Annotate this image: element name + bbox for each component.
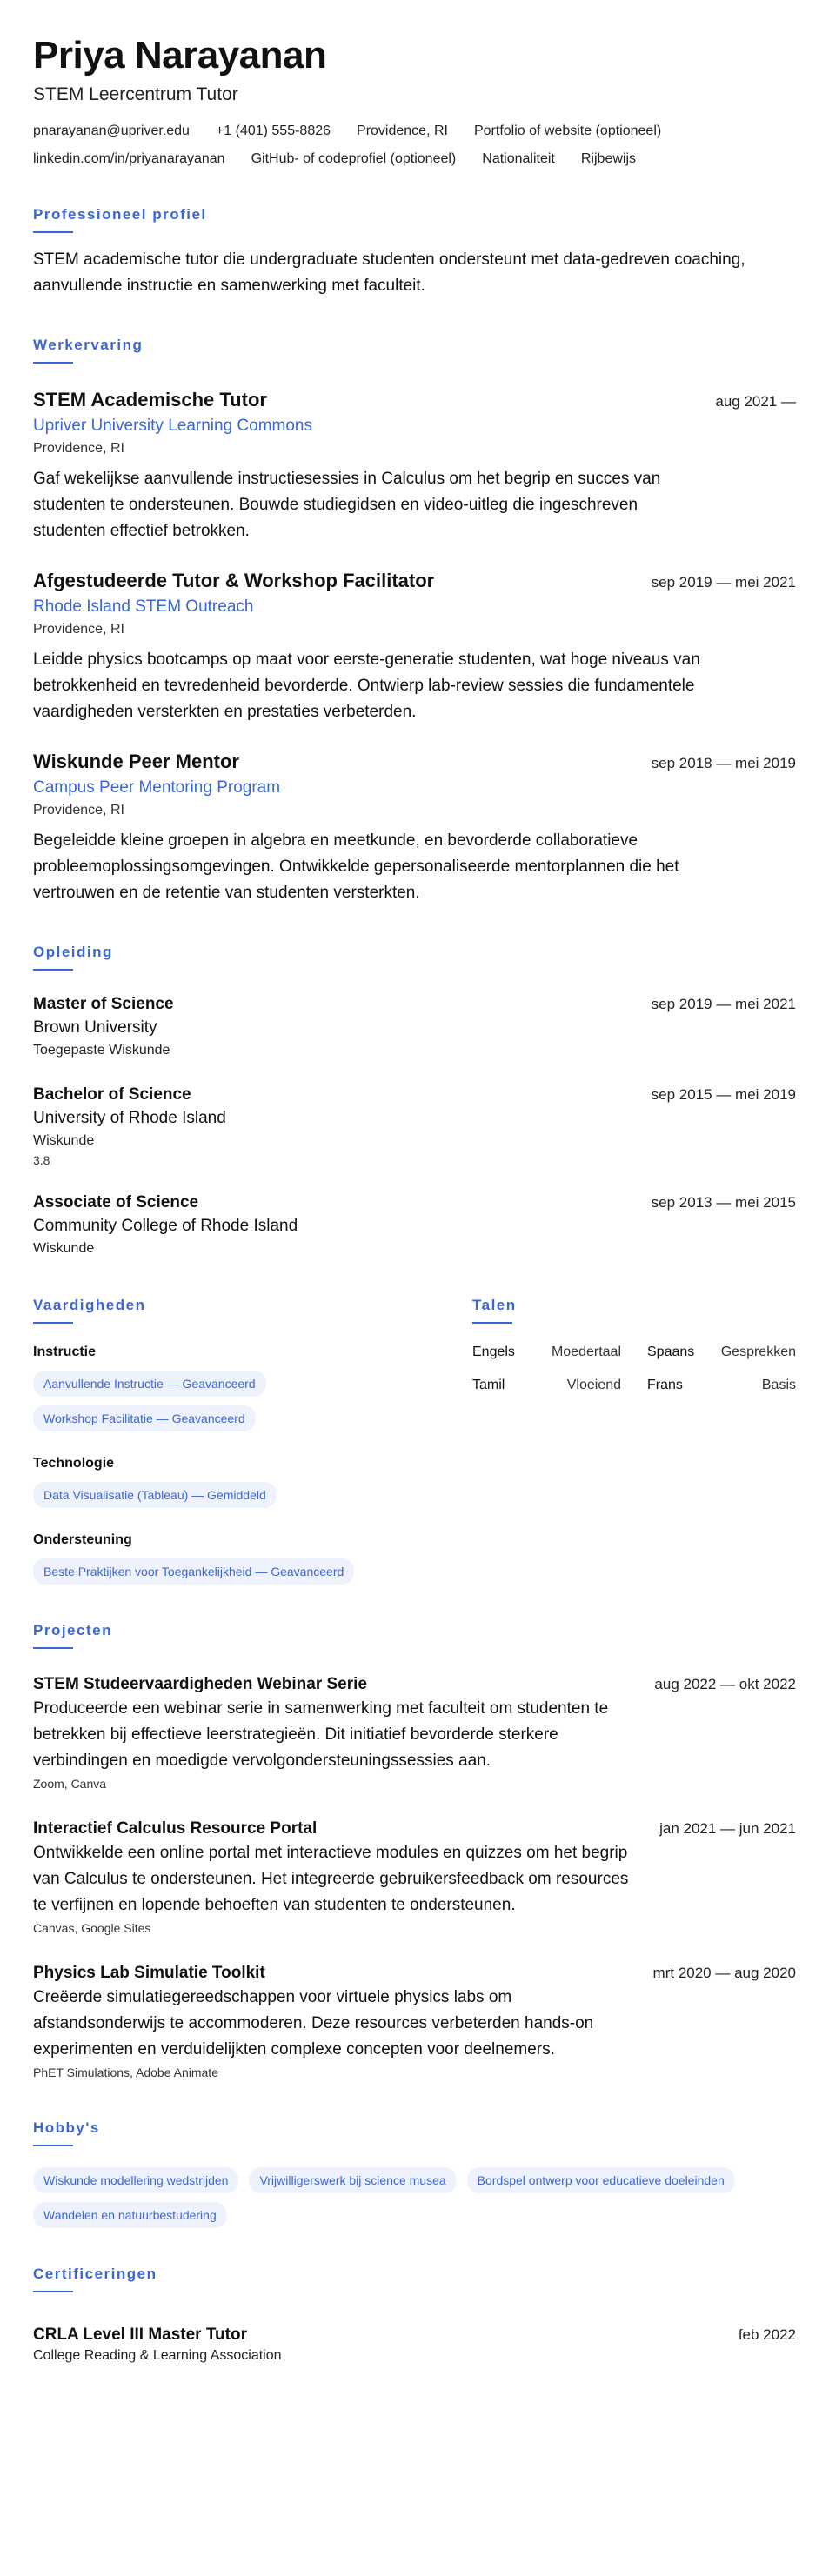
skills-languages-row <box>33 1259 796 1585</box>
degree-date: sep 2019 — mei 2021 <box>651 996 796 1012</box>
job-title: STEM Academische Tutor <box>33 389 267 410</box>
language-item <box>647 1376 796 1395</box>
section-divider <box>472 1322 512 1324</box>
project-date: aug 2022 — okt 2022 <box>654 1676 796 1692</box>
job-date: sep 2019 — mei 2021 <box>651 574 796 591</box>
section-title-hobbies: Hobby's <box>33 2119 100 2136</box>
projects-section <box>33 1621 796 2082</box>
job-description: Begeleidde kleine groepen in algebra en meetkunde, en bevorderde collaboratieve probleemoplossingsomgevingen. Ontwikkelde gepersonaliseerde mentorplannen die het vertrouwen en de retentie van studenten versterkten. <box>33 831 679 902</box>
hobbies-section <box>33 2119 796 2228</box>
job-organization: Upriver University Learning Commons <box>33 417 312 435</box>
language-list <box>472 1343 796 1395</box>
skill-category: Instructie <box>33 1345 97 1359</box>
skill-pill: Aanvullende Instructie — Geavanceerd <box>33 1371 266 1397</box>
language-item <box>647 1343 796 1362</box>
skill-category: Technologie <box>33 1456 115 1471</box>
contact-portfolio[interactable]: Portfolio of website (optioneel) <box>473 123 662 138</box>
degree-field: Wiskunde <box>33 1133 95 1148</box>
job-location: Providence, RI <box>33 441 124 456</box>
profile-summary: STEM academische tutor die undergraduate studenten ondersteunt met data-gedreven coaching, aanvullende instructie en samenwerking met faculteit. <box>33 250 745 295</box>
job-title: Wiskunde Peer Mentor <box>33 751 239 772</box>
experience-entry <box>33 388 796 544</box>
language-name: Spaans <box>647 1345 695 1359</box>
contact-nationality: Nationaliteit <box>482 151 555 166</box>
certification-title: CRLA Level III Master Tutor <box>33 2326 247 2344</box>
school-name: University of Rhode Island <box>33 1109 226 1127</box>
degree-gpa: 3.8 <box>33 1153 50 1167</box>
language-level: Vloeiend <box>566 1378 621 1392</box>
job-date: aug 2021 — <box>715 393 796 410</box>
language-level: Gesprekken <box>720 1345 796 1359</box>
certification-issuer: College Reading & Learning Association <box>33 2348 282 2363</box>
profile-section <box>33 205 796 299</box>
certifications-section <box>33 2265 796 2366</box>
section-title-experience: Werkervaring <box>33 337 144 353</box>
section-divider <box>33 2291 73 2292</box>
degree-field: Toegepaste Wiskunde <box>33 1043 170 1058</box>
section-divider <box>33 2145 73 2146</box>
hobby-pill-list <box>33 2167 796 2228</box>
degree-date: sep 2015 — mei 2019 <box>651 1086 796 1103</box>
job-location: Providence, RI <box>33 803 124 818</box>
contact-phone[interactable]: +1 (401) 555-8826 <box>215 123 331 138</box>
language-name: Frans <box>647 1378 683 1392</box>
project-tools: Zoom, Canva <box>33 1777 107 1791</box>
degree-title: Master of Science <box>33 995 174 1013</box>
project-description: Ontwikkelde een online portal met interactieve modules en quizzes om het begrip van Calculus te ondersteunen. Het integreerde gebruikersfeedback om resources te verfijnen en lopende behoeften van studenten te ondersteunen. <box>33 1844 629 1914</box>
skills-section <box>33 1259 438 1585</box>
section-divider <box>33 1647 73 1649</box>
section-divider <box>33 1322 73 1324</box>
skill-pill-list <box>33 1482 438 1508</box>
candidate-role: STEM Leercentrum Tutor <box>33 84 238 104</box>
skill-pill-list <box>33 1371 438 1431</box>
education-entry <box>33 1084 796 1169</box>
project-description: Produceerde een webinar serie in samenwerking met faculteit om studenten te betrekken bij effectieve leerstrategieën. Dit initiatief bevorderde sterkere verbindingen en moedigde vervolgondersteuningssessies aan. <box>33 1699 609 1770</box>
contact-list <box>33 122 796 169</box>
contact-email[interactable]: pnarayanan@upriver.edu <box>33 123 190 138</box>
section-divider <box>33 969 73 971</box>
school-name: Brown University <box>33 1018 157 1037</box>
contact-location: Providence, RI <box>357 123 448 138</box>
job-organization: Rhode Island STEM Outreach <box>33 597 254 616</box>
skill-pill-list <box>33 1558 438 1585</box>
degree-title: Bachelor of Science <box>33 1085 191 1104</box>
project-date: jan 2021 — jun 2021 <box>659 1820 796 1837</box>
hobby-pill: Wiskunde modellering wedstrijden <box>33 2167 238 2193</box>
project-date: mrt 2020 — aug 2020 <box>652 1965 796 1981</box>
section-title-education: Opleiding <box>33 944 113 960</box>
certification-entry <box>33 2324 796 2366</box>
project-title: Interactief Calculus Resource Portal <box>33 1819 318 1838</box>
contact-drivers-license: Rijbewijs <box>580 151 636 166</box>
school-name: Community College of Rhode Island <box>33 1217 298 1235</box>
section-title-projects: Projecten <box>33 1622 112 1638</box>
language-level: Basis <box>761 1378 796 1392</box>
section-title-certifications: Certificeringen <box>33 2266 157 2282</box>
education-entry <box>33 1191 796 1259</box>
job-date: sep 2018 — mei 2019 <box>651 755 796 771</box>
project-title: STEM Studeervaardigheden Webinar Serie <box>33 1675 367 1693</box>
language-item <box>472 1376 621 1395</box>
section-title-skills: Vaardigheden <box>33 1297 146 1313</box>
hobby-pill: Vrijwilligerswerk bij science musea <box>249 2167 456 2193</box>
skill-pill: Data Visualisatie (Tableau) — Gemiddeld <box>33 1482 277 1508</box>
skill-category: Ondersteuning <box>33 1532 132 1547</box>
project-title: Physics Lab Simulatie Toolkit <box>33 1964 265 1982</box>
skill-pill: Workshop Facilitatie — Geavanceerd <box>33 1405 256 1431</box>
experience-section <box>33 336 796 906</box>
resume-header <box>33 33 796 169</box>
section-divider <box>33 362 73 364</box>
language-name: Engels <box>472 1345 515 1359</box>
job-location: Providence, RI <box>33 622 124 637</box>
project-tools: Canvas, Google Sites <box>33 1921 151 1935</box>
skill-pill: Beste Praktijken voor Toegankelijkheid — Geavanceerd <box>33 1558 354 1585</box>
language-level: Moedertaal <box>551 1345 621 1359</box>
project-entry <box>33 1818 796 1938</box>
experience-entry <box>33 569 796 725</box>
contact-linkedin[interactable]: linkedin.com/in/priyanarayanan <box>33 151 225 166</box>
section-divider <box>33 231 73 233</box>
job-title: Afgestudeerde Tutor & Workshop Facilitator <box>33 570 435 591</box>
languages-section <box>472 1259 796 1585</box>
section-title-languages: Talen <box>472 1297 517 1313</box>
hobby-pill: Bordspel ontwerp voor educatieve doeleinden <box>467 2167 735 2193</box>
degree-title: Associate of Science <box>33 1193 199 1211</box>
degree-field: Wiskunde <box>33 1241 95 1256</box>
project-entry <box>33 1962 796 2082</box>
certification-date: feb 2022 <box>738 2326 796 2343</box>
language-name: Tamil <box>472 1378 505 1392</box>
section-title-profile: Professioneel profiel <box>33 206 207 223</box>
job-description: Gaf wekelijkse aanvullende instructiesessies in Calculus om het begrip en succes van studenten te ondersteunen. Bouwde studiegidsen en video-uitleg die ingeschreven studenten effectief betrokken. <box>33 470 661 540</box>
language-item <box>472 1343 621 1362</box>
contact-github[interactable]: GitHub- of codeprofiel (optioneel) <box>251 151 457 166</box>
job-organization: Campus Peer Mentoring Program <box>33 778 281 797</box>
experience-entry <box>33 750 796 906</box>
project-description: Creëerde simulatiegereedschappen voor virtuele physics labs om afstandsonderwijs te accommoderen. Deze resources verbeterden hands-on experimenten en verduidelijkten complexe concepten voor deelnemers. <box>33 1988 594 2059</box>
education-entry <box>33 993 796 1061</box>
project-tools: PhET Simulations, Adobe Animate <box>33 2065 218 2079</box>
project-entry <box>33 1673 796 1793</box>
job-description: Leidde physics bootcamps op maat voor eerste-generatie studenten, wat hoge niveaus van betrokkenheid en tevredenheid bevorderde. Ontwierp lab-review sessies die fundamentele vaardigheden versterkten en prestaties verbeterden. <box>33 651 700 721</box>
degree-date: sep 2013 — mei 2015 <box>651 1194 796 1211</box>
education-section <box>33 943 796 1259</box>
hobby-pill: Wandelen en natuurbestudering <box>33 2202 227 2228</box>
candidate-name: Priya Narayanan <box>33 34 327 77</box>
